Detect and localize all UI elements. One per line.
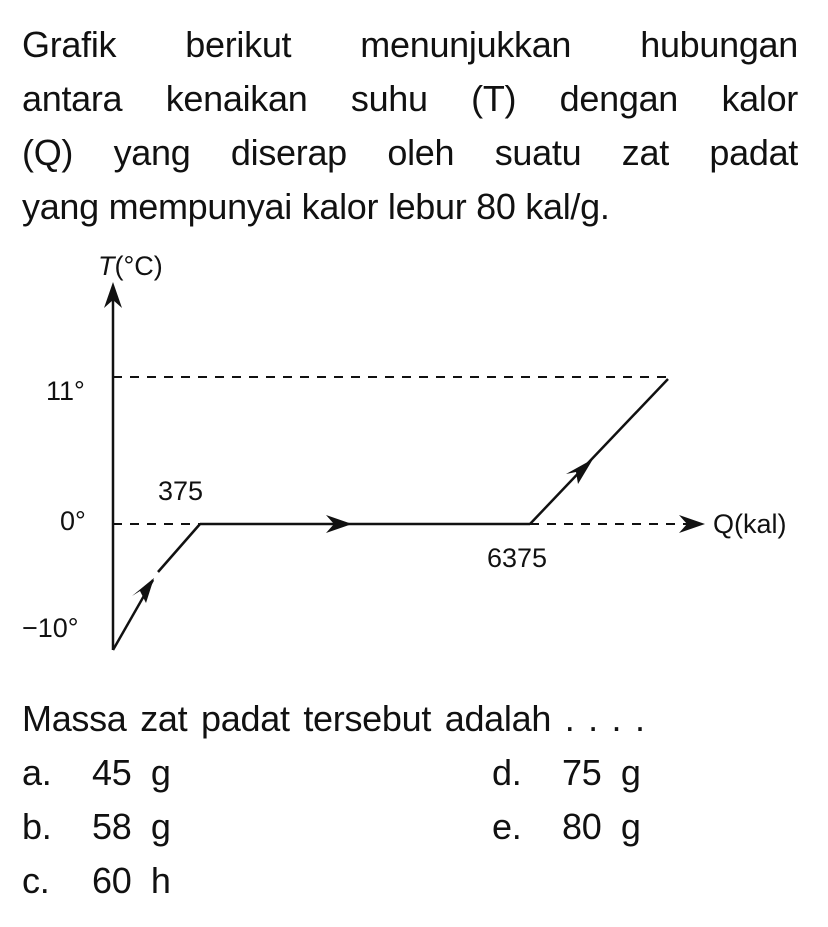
y-tick-11: 11° <box>46 376 85 406</box>
option-e[interactable] <box>492 806 641 848</box>
statement-line-3: (Q) yang diserap oleh suatu zat padat <box>22 132 798 173</box>
option-b[interactable] <box>22 806 171 848</box>
option-value: 60 h <box>92 860 171 901</box>
statement-line-1: Grafik berikut menunjukkan hubungan <box>22 24 798 65</box>
question-text: Massa zat padat tersebut adalah . . . . <box>22 698 645 739</box>
option-value: 80 g <box>562 806 641 847</box>
x-axis-arrow-icon <box>679 515 705 533</box>
statement-line-4: yang mempunyai kalor lebur 80 kal/g. <box>22 186 610 227</box>
segment-solid-heating-upper <box>158 524 200 572</box>
statement-line-2: antara kenaikan suhu (T) dengan kalor <box>22 78 798 119</box>
option-d[interactable] <box>492 752 641 794</box>
segment-liquid-heating <box>530 379 668 524</box>
option-letter: b. <box>22 806 52 847</box>
y-tick-minus10: −10° <box>22 613 79 643</box>
problem-statement <box>22 18 798 234</box>
option-value: 58 g <box>92 806 171 847</box>
option-value: 75 g <box>562 752 641 793</box>
x-axis-label: Q(kal) <box>713 509 787 539</box>
y-tick-0: 0° <box>60 506 86 536</box>
temperature-heat-graph <box>0 240 828 680</box>
option-letter: c. <box>22 860 50 901</box>
option-letter: a. <box>22 752 52 793</box>
option-c[interactable] <box>22 860 171 902</box>
option-letter: d. <box>492 752 522 793</box>
y-axis-label: T(°C) <box>98 251 163 281</box>
option-value: 45 g <box>92 752 171 793</box>
option-letter: e. <box>492 806 522 847</box>
option-a[interactable] <box>22 752 171 794</box>
x-label-375: 375 <box>158 476 204 506</box>
x-label-6375: 6375 <box>487 543 548 573</box>
